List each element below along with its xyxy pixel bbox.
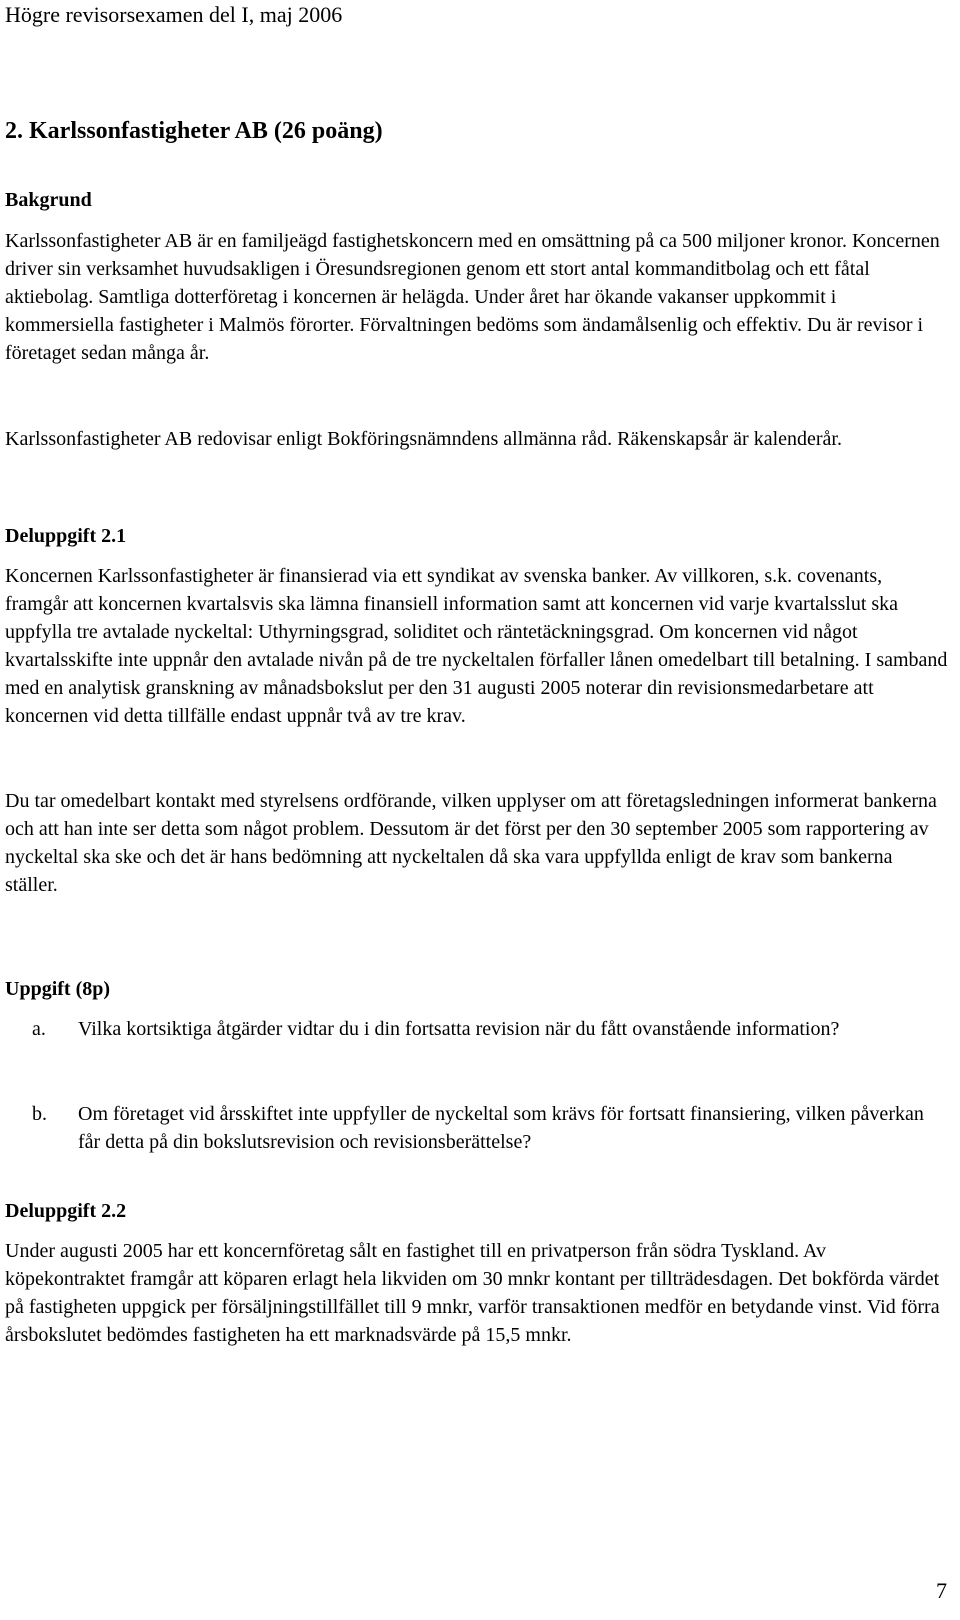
task-text-a: Vilka kortsiktiga åtgärder vidtar du i din fortsatta revision när du fått ovanstående information? — [78, 1018, 840, 1040]
task-letter-b: b. — [32, 1103, 47, 1125]
document-page — [5, 0, 955, 1620]
part-2-paragraph-1-block — [5, 1237, 950, 1349]
section-title: 2. Karlssonfastigheter AB (26 poäng) — [5, 118, 383, 144]
part-2-heading: Deluppgift 2.2 — [5, 1200, 127, 1222]
part-1-heading: Deluppgift 2.1 — [5, 525, 127, 547]
task-item-b — [5, 1100, 950, 1156]
task-item-a — [5, 1015, 950, 1043]
background-heading: Bakgrund — [5, 189, 92, 211]
task-text-b: Om företaget vid årsskiftet inte uppfyller de nyckeltal som krävs för fortsatt finansiering, vilken påverkan får detta på din bokslutsrevision och revisionsberättelse? — [78, 1103, 924, 1153]
background-paragraph-1: Karlssonfastigheter AB är en familjeägd fastighetskoncern med en omsättning på ca 500 miljoner kronor. Koncernen driver sin verksamhet huvudsakligen i Öresundsregionen genom ett stort antal kommanditbolag och ett fåtal aktiebolag. Samtliga dotterföretag i koncernen är helägda. Under året har ökande vakanser uppkommit i kommersiella fastigheter i Malmös förorter. Förvaltningen bedöms som ändamålsenlig och effektiv. Du är revisor i företaget sedan många år. — [5, 230, 940, 364]
part-2-heading-block — [5, 1197, 950, 1225]
task-heading-block — [5, 975, 950, 1003]
part-1-paragraph-1: Koncernen Karlssonfastigheter är finansierad via ett syndikat av svenska banker. Av villkoren, s.k. covenants, framgår att koncernen kvartalsvis ska lämna finansiell information samt att koncernen vid varje kvartalsslut ska uppfylla tre avtalade nyckeltal: Uthyrningsgrad, soliditet och räntetäckningsgrad. Om koncernen vid något kvartalsskifte inte uppnår den avtalade nivån på de tre nyckeltalen förfaller lånen omedelbart till betalning. I samband med en analytisk granskning av månadsbokslut per den 31 augusti 2005 noterar din revisionsmedarbetare att koncernen vid detta tillfälle endast uppnår två av tre krav. — [5, 565, 948, 727]
part-1-paragraph-1-block — [5, 562, 950, 730]
part-1-heading-block — [5, 522, 950, 550]
background-paragraph-1-block — [5, 227, 950, 367]
task-list-b — [5, 1100, 950, 1156]
part-1-paragraph-2-block — [5, 787, 950, 899]
page-number: 7 — [936, 1578, 947, 1603]
part-2-paragraph-1: Under augusti 2005 har ett koncernföretag sålt en fastighet till en privatperson från södra Tyskland. Av köpekontraktet framgår att köparen erlagt hela likviden om 30 mnkr kontant per tillträdesdagen. Det bokförda värdet på fastigheten uppgick per försäljningstillfället till 9 mnkr, varför transaktionen medför en betydande vinst. Vid förra årsbokslutet bedömdes fastigheten ha ett marknadsvärde på 15,5 mnkr. — [5, 1240, 940, 1346]
task-letter-a: a. — [32, 1018, 46, 1040]
background-section — [5, 186, 950, 214]
running-header: Högre revisorsexamen del I, maj 2006 — [5, 2, 343, 27]
background-paragraph-2-block — [5, 425, 950, 453]
background-paragraph-2: Karlssonfastigheter AB redovisar enligt Bokföringsnämndens allmänna råd. Räkenskapsår är kalenderår. — [5, 428, 842, 450]
task-heading: Uppgift (8p) — [5, 978, 111, 1000]
part-1-paragraph-2: Du tar omedelbart kontakt med styrelsens ordförande, vilken upplyser om att företagsledningen informerat bankerna och att han inte ser detta som något problem. Dessutom är det först per den 30 september 2005 som rapportering av nyckeltal ska ske och det är hans bedömning att nyckeltalen då ska vara uppfyllda enligt de krav som bankerna ställer. — [5, 790, 937, 896]
task-list — [5, 1015, 950, 1043]
